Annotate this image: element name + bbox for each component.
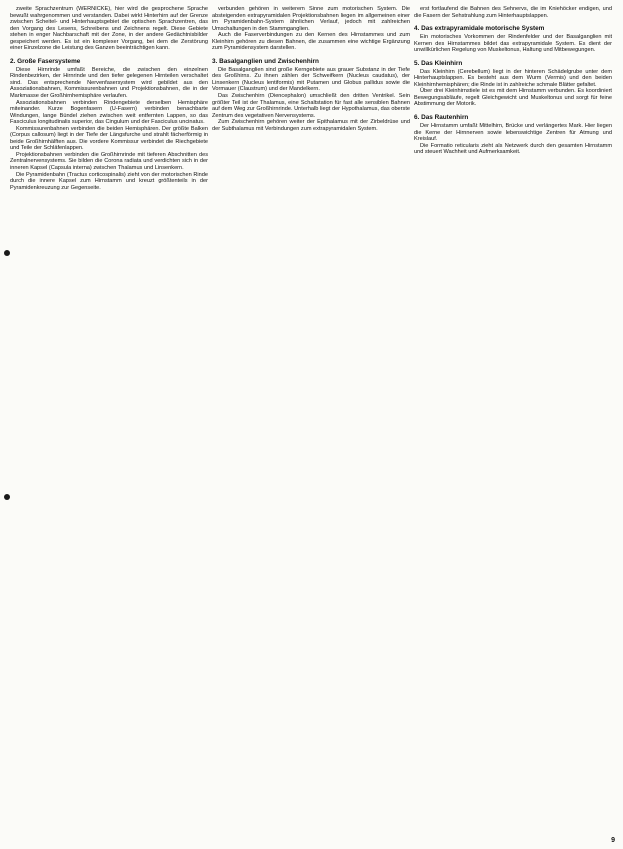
paragraph: Zum Zwischenhirn gehören weiter der Epithalamus mit der Zirbeldrüse und der Subthalamus mit Verbindungen zum extrapyramidalen System. [212, 119, 410, 132]
paragraph: Assoziationsbahnen verbinden Rindengebiete derselben Hemisphäre miteinander. Kurze Bogenfasern (U-Fasern) verbinden benachbarte Windungen, lange Bündel ziehen zwischen weit entfernten Lappen, so das Fasciculus longitudinalis superior, das Cingulum und der Fasciculus uncinatus. [10, 99, 208, 126]
punch-hole-bottom [4, 494, 10, 500]
paragraph: Projektionsbahnen verbinden die Großhirnrinde mit tieferen Abschnitten des Zentralnervensystems. Sie bilden die Corona radiata und verdichten sich in der inneren Kapsel (Capsula interna) zwischen Thalamus und Linsenkern. [10, 151, 208, 172]
paragraph: erst fortlaufend die Bahnen des Sehnervs, die im Kniehöcker endigen, und die Fasern der Sehstrahlung zum Hinterhauptslappen. [414, 6, 612, 19]
section-heading: 6. Das Rautenhirn [414, 114, 469, 122]
paragraph: Das Kleinhirn (Cerebellum) liegt in der hinteren Schädelgrube unter dem Hinterhauptslappen. Es besteht aus dem Wurm (Vermis) und den beiden Kleinhirnhemisphären; die Rinde ist in zahlreiche schmale Blätter gefaltet. [414, 68, 612, 88]
paragraph: Die Formatio reticularis zieht als Netzwerk durch den gesamten Hirnstamm und steuert Wachheit und Aufmerksamkeit. [414, 142, 612, 156]
paragraph: Die Pyramidenbahn (Tractus corticospinalis) zieht von der motorischen Rinde durch die innere Kapsel zum Hirnstamm und kreuzt größtenteils in der Pyramidenkreuzung zur Gegenseite. [10, 171, 208, 191]
section-heading: 2. Große Fasersysteme [10, 57, 81, 65]
paragraph: Kommissurenbahnen verbinden die beiden Hemisphären. Der größte Balken (Corpus callosum) liegt in der Tiefe der Längsfurche und strahlt fächerförmig in beide Großhirnhälften aus. Die vordere Kommissur verbindet die Riechgebiete und Teile der Schläfenlappen. [10, 125, 208, 152]
paragraph: Der Hirnstamm umfaßt Mittelhirn, Brücke und verlängertes Mark. Hier liegen die Kerne der Hirnnerven sowie lebenswichtige Zentren für Atmung und Kreislauf. [414, 123, 612, 143]
paragraph: Diese Hirnrinde umfaßt Bereiche, die zwischen den einzelnen Rindenbezirken, der Hirnrinde und den tiefer gelegenen Hirnteilen verschaltet sind. Das entsprechende Nervenfasersystem wird gebildet aus den Assoziationsbahnen, Kommissurenbahnen und Projektionsbahnen, die in der Markmasse der Großhirnhemisphäre verlaufen. [10, 66, 208, 100]
paragraph: Auch die Faserverbindungen zu den Kernen des Hirnstammes und zum Kleinhirn gehören zu diesen Bahnen, die zusammen eine wichtige Ergänzung zum Pyramidensystem darstellen. [212, 32, 410, 52]
paragraph: Über drei Kleinhirnstiele ist es mit dem Hirnstamm verbunden. Es koordiniert Bewegungsabläufe, regelt Gleichgewicht und Muskeltonus und sorgt für feine Abstimmung der Motorik. [414, 88, 612, 108]
section-heading: 5. Das Kleinhirn [414, 59, 463, 67]
paragraph: Ein motorisches Vorkommen der Rindenfelder und der Basalganglien mit Kernen des Hirnstammes bildet das extrapyramidale System. Es dient der unwillkürlichen Regelung von Muskeltonus, Haltung und Mitbewegungen. [414, 34, 612, 54]
paragraph: Die Basalganglien sind große Kerngebiete aus grauer Substanz in der Tiefe des Großhirns. Zu ihnen zählen der Schweifkern (Nucleus caudatus), der Linsenkern (Nucleus lentiformis) mit Putamen und Globus pallidus sowie die Vormauer (Claustrum) und der Mandelkern. [212, 66, 410, 93]
page-number: 9 [611, 837, 615, 844]
text-column-2 [212, 6, 410, 844]
paragraph: verbunden gehören in weiterem Sinne zum motorischen System. Die absteigenden extrapyramidalen Projektionsbahnen liegen im allgemeinen einer im Pyramidenbahn-System ähnlichen Verlauf, jedoch mit zahlreichen Umschaltungen in den Stammganglien. [212, 6, 410, 32]
text-column-1 [10, 6, 208, 844]
punch-hole-top [4, 250, 10, 256]
text-column-3 [414, 6, 612, 844]
section-heading: 4. Das extrapyramidale motorische System [414, 25, 545, 33]
paragraph: Das Zwischenhirn (Diencephalon) umschließt den dritten Ventrikel. Sein größter Teil ist der Thalamus, eine Schaltstation für fast alle sensiblen Bahnen auf dem Weg zur Großhirnrinde. Unterhalb liegt der Hypothalamus, das oberste Zentrum des vegetativen Nervensystems. [212, 93, 410, 119]
section-heading: 3. Basalganglien und Zwischenhirn [212, 57, 319, 65]
paragraph: zweite Sprachzentrum (WERNICKE), hier wird die gesprochene Sprache bewußt wahrgenommen und verstanden. Dabei wirkt Hinterhirn auf der Grenze zwischen Scheitel- und Hinterhauptsgebiet die optischen Sprachzentren, das den Vorgang des Lesens, Schreibens und Zeichnens regelt. Diese Gebiete stehen in enger Nachbarschaft mit der Zone, in der andere Gedächtnisbilder gespeichert werden. Es ist ein komplexer Vorgang, bei dem die Zerstörung einer Einzelzone die Leistung des Ganzen beeinträchtigen kann. [10, 6, 208, 52]
